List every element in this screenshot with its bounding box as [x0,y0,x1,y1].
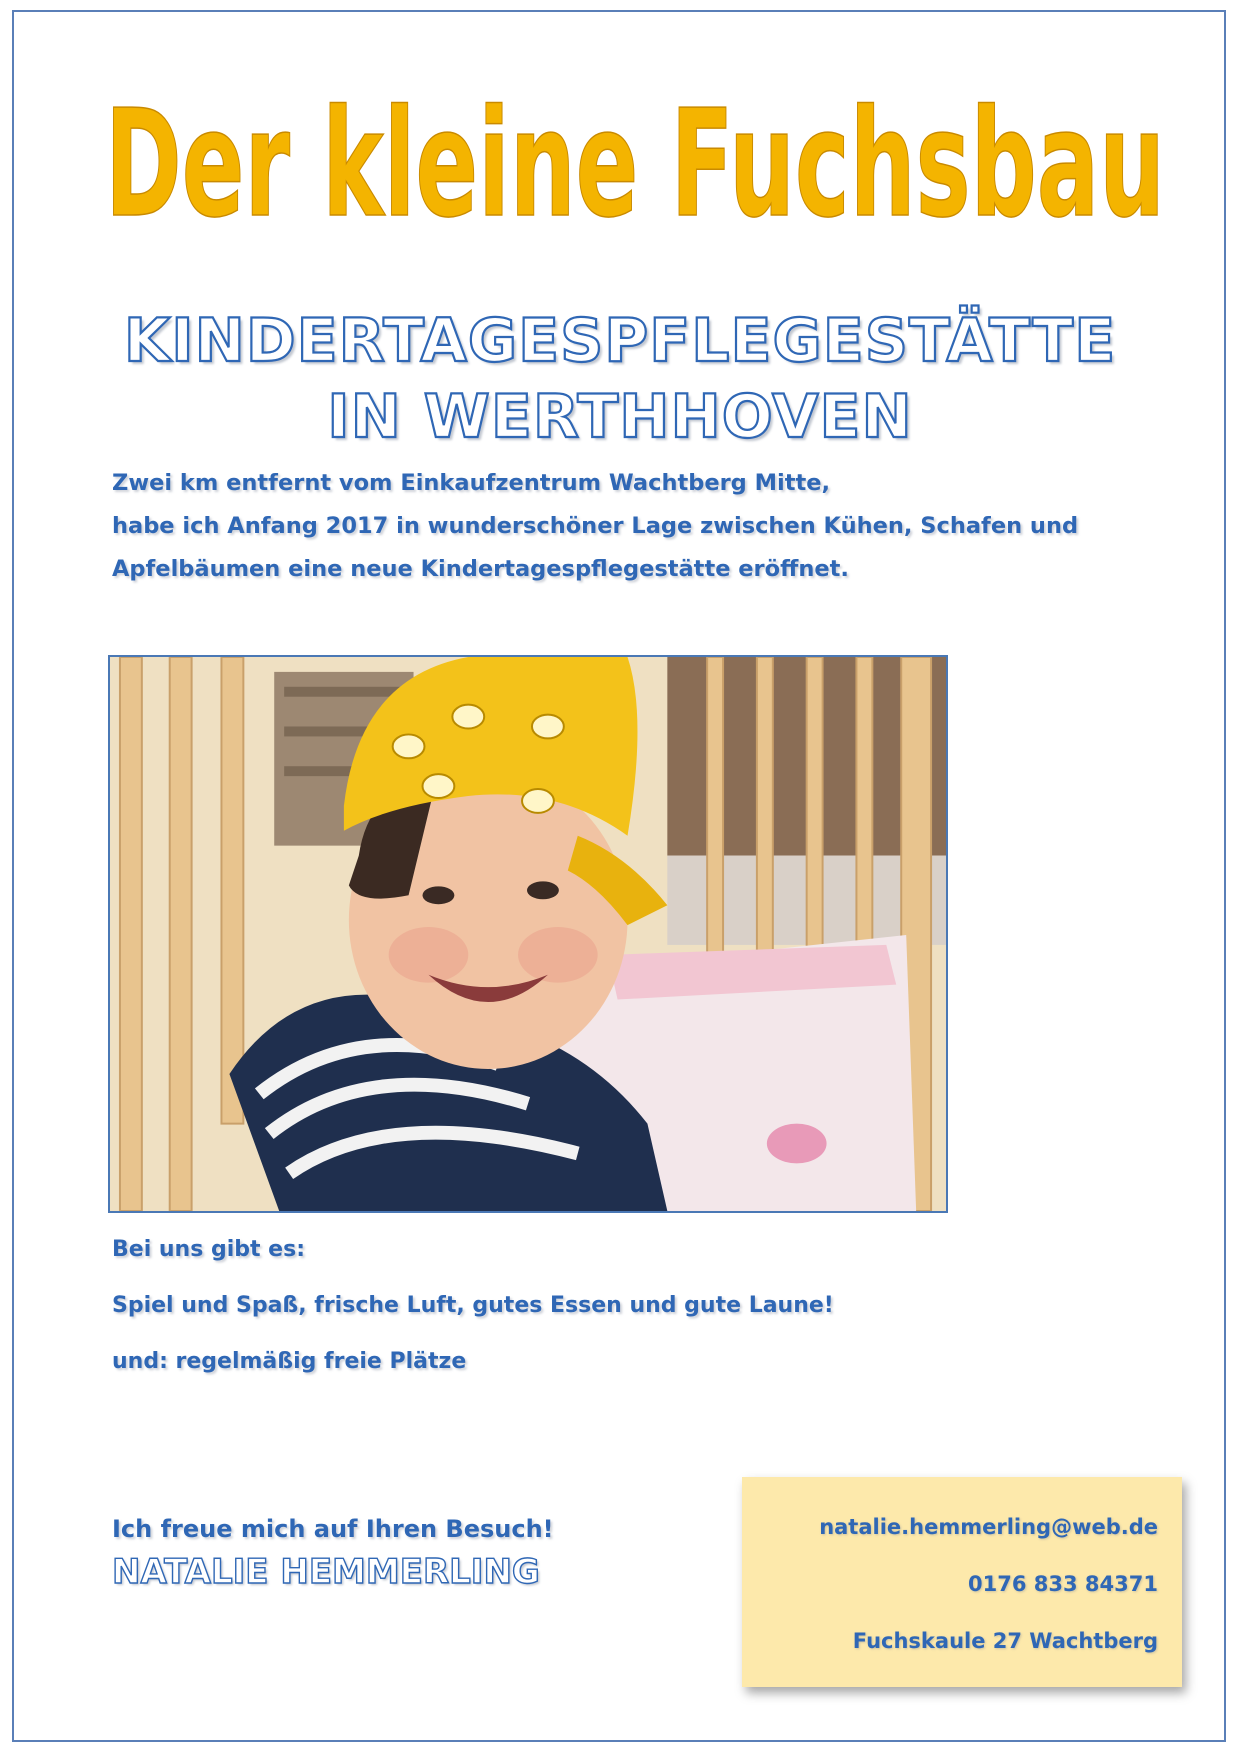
intro-line: Zwei km entfernt vom Einkaufzentrum Wachtberg Mitte, [112,470,831,496]
page-title [90,45,1180,275]
contact-box [742,1477,1182,1687]
owner-name: NATALIE HEMMERLING [112,1552,540,1592]
offers-line: Bei uns gibt es: [112,1237,305,1262]
child-photo [108,655,948,1213]
contact-phone[interactable]: 0176 833 84371 [968,1572,1158,1596]
contact-address: Fuchskaule 27 Wachtberg [852,1629,1158,1653]
offers-line: und: regelmäßig freie Plätze [112,1349,467,1374]
intro-line: Apfelbäumen eine neue Kindertagespflegestätte eröffnet. [112,556,849,582]
subtitle-line-1: KINDERTAGESPFLEGESTÄTTE [123,306,1117,376]
offers-list [112,1222,834,1390]
subtitle-line-2: IN WERTHHOVEN [327,382,913,452]
title-text: Der kleine Fuchsbau [105,78,1165,250]
offers-line: Spiel und Spaß, frische Luft, gutes Essen und gute Laune! [112,1293,834,1318]
greeting-text: Ich freue mich auf Ihren Besuch! [112,1515,554,1543]
contact-email[interactable]: natalie.hemmerling@web.de [819,1515,1158,1539]
intro-line: habe ich Anfang 2017 in wunderschöner Lage zwischen Kühen, Schafen und [112,513,1079,539]
intro-paragraph [112,462,1112,591]
